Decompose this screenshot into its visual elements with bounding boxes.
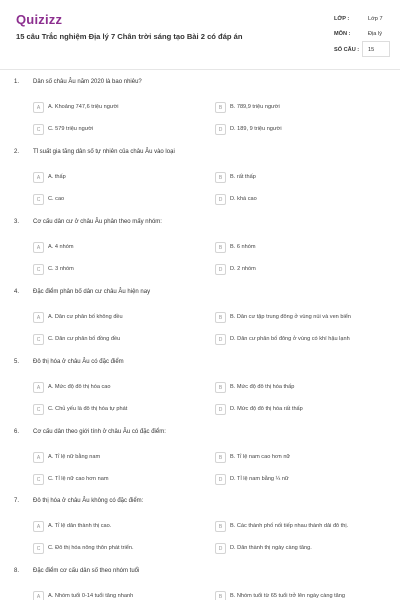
question-text: Đô thị hóa ở châu Âu có đặc điểm: [33, 359, 124, 365]
option-text: B. Nhóm tuổi từ 65 tuổi trở lên ngày càng tăng: [230, 593, 346, 599]
option-text: D. Tỉ lệ nam bằng ¼ nữ: [230, 476, 289, 482]
option-text: A. Nhóm tuổi 0-14 tuổi tăng nhanh: [48, 593, 134, 599]
option-letter-box: B: [215, 382, 226, 393]
answer-option[interactable]: [215, 382, 385, 394]
question-text: Đặc điểm cơ cấu dân số theo nhóm tuổi: [33, 568, 140, 574]
answer-option[interactable]: [215, 543, 385, 555]
meta-class: [334, 12, 390, 26]
meta-count-label: SỐ CÂU :: [334, 47, 360, 53]
question-text: Tỉ suất gia tăng dân số tự nhiên của châu Âu vào loại: [33, 149, 175, 155]
answer-option[interactable]: [215, 194, 385, 206]
option-text: D. 189, 9 triệu người: [230, 126, 282, 132]
question-text: Dân số châu Âu năm 2020 là bao nhiêu?: [33, 79, 142, 85]
option-text: B. rất thấp: [230, 174, 256, 180]
option-text: C. 3 nhóm: [48, 266, 74, 272]
meta-count-value: 15: [368, 47, 375, 53]
answer-option[interactable]: [33, 404, 203, 416]
option-letter-box: B: [215, 242, 226, 253]
answer-option[interactable]: [33, 382, 203, 394]
answer-option[interactable]: [215, 264, 385, 276]
option-letter-box: C: [33, 264, 44, 275]
question-number: 5.: [14, 359, 20, 365]
answer-option[interactable]: [33, 543, 203, 555]
option-letter-box: A: [33, 591, 44, 600]
option-text: D. Mức độ đô thị hóa rất thấp: [230, 406, 303, 412]
option-letter-box: B: [215, 521, 226, 532]
answer-option[interactable]: [33, 452, 203, 464]
question-text: Đô thị hóa ở châu Âu không có đặc điểm:: [33, 498, 144, 504]
question-number: 6.: [14, 429, 20, 435]
option-text: C. Tỉ lệ nữ cao hơn nam: [48, 476, 109, 482]
option-letter-box: D: [215, 334, 226, 345]
answer-option[interactable]: [33, 591, 203, 600]
question-block: [0, 149, 400, 219]
option-text: B. Mức độ đô thị hóa thấp: [230, 384, 295, 390]
option-letter-box: A: [33, 242, 44, 253]
answer-option[interactable]: [33, 474, 203, 486]
answer-option[interactable]: [33, 242, 203, 254]
answer-option[interactable]: [215, 102, 385, 114]
meta-subject-label: MÔN :: [334, 31, 351, 37]
option-text: D. Dân thành thị ngày càng tăng.: [230, 545, 312, 551]
question-text: Cơ cấu dân theo giới tính ở châu Âu có đặc điểm:: [33, 429, 166, 435]
option-letter-box: D: [215, 194, 226, 205]
question-block: [0, 568, 400, 600]
option-letter-box: D: [215, 124, 226, 135]
question-block: [0, 359, 400, 429]
option-text: C. 579 triệu người: [48, 126, 94, 132]
option-letter-box: C: [33, 474, 44, 485]
meta-subject: [334, 27, 390, 41]
quizizz-logo: Quizizz: [16, 12, 63, 27]
option-letter-box: A: [33, 452, 44, 463]
answer-option[interactable]: [215, 404, 385, 416]
question-block: [0, 219, 400, 289]
question-number: 8.: [14, 568, 20, 574]
answer-option[interactable]: [215, 521, 385, 533]
option-text: B. 789,9 triệu người: [230, 104, 280, 110]
option-text: A. Khoảng 747,6 triệu người: [48, 104, 119, 110]
question-block: [0, 498, 400, 568]
option-letter-box: B: [215, 102, 226, 113]
option-text: B. 6 nhóm: [230, 244, 256, 250]
option-letter-box: D: [215, 543, 226, 554]
option-letter-box: C: [33, 194, 44, 205]
option-letter-box: D: [215, 474, 226, 485]
answer-option[interactable]: [215, 312, 385, 324]
question-number: 2.: [14, 149, 20, 155]
worksheet-title: 15 câu Trắc nghiệm Địa lý 7 Chân trời sáng tạo Bài 2 có đáp án: [16, 32, 243, 41]
meta-subject-value: Địa lý: [368, 31, 382, 37]
question-number: 3.: [14, 219, 20, 225]
question-number: 4.: [14, 289, 20, 295]
option-text: C. cao: [48, 196, 65, 202]
answer-option[interactable]: [215, 172, 385, 184]
option-text: C. Đô thị hóa nông thôn phát triển.: [48, 545, 134, 551]
question-number: 7.: [14, 498, 20, 504]
worksheet-header: [0, 0, 400, 68]
question-text: Đặc điểm phân bố dân cư châu Âu hiện nay: [33, 289, 151, 295]
answer-option[interactable]: [215, 474, 385, 486]
question-block: [0, 289, 400, 359]
option-text: A. 4 nhóm: [48, 244, 74, 250]
option-letter-box: A: [33, 382, 44, 393]
option-text: A. Tỉ lệ nữ bằng nam: [48, 454, 101, 460]
option-text: A. thấp: [48, 174, 66, 180]
answer-option[interactable]: [33, 264, 203, 276]
option-text: D. Dân cư phân bố đông ở vùng có khí hậu lạnh: [230, 336, 350, 342]
answer-option[interactable]: [33, 312, 203, 324]
option-letter-box: A: [33, 521, 44, 532]
option-letter-box: A: [33, 172, 44, 183]
option-letter-box: C: [33, 334, 44, 345]
option-letter-box: A: [33, 102, 44, 113]
answer-option[interactable]: [33, 334, 203, 346]
option-text: D. 2 nhóm: [230, 266, 256, 272]
answer-option[interactable]: [33, 124, 203, 136]
option-letter-box: B: [215, 172, 226, 183]
option-text: C. Chủ yếu là đô thị hóa tự phát: [48, 406, 128, 412]
answer-option[interactable]: [33, 194, 203, 206]
option-letter-box: C: [33, 543, 44, 554]
option-letter-box: B: [215, 591, 226, 600]
option-letter-box: C: [33, 404, 44, 415]
option-letter-box: D: [215, 264, 226, 275]
answer-option[interactable]: [215, 242, 385, 254]
header-divider: [0, 69, 400, 70]
option-text: A. Mức độ đô thị hóa cao: [48, 384, 111, 390]
option-letter-box: A: [33, 312, 44, 323]
option-letter-box: B: [215, 312, 226, 323]
answer-option[interactable]: [33, 172, 203, 184]
option-letter-box: D: [215, 404, 226, 415]
meta-class-value: Lớp 7: [368, 16, 383, 22]
option-text: A. Dân cư phân bố không đều: [48, 314, 123, 320]
meta-count: [334, 43, 390, 57]
question-text: Cơ cấu dân cư ở châu Âu phân theo mấy nhóm:: [33, 219, 162, 225]
option-text: B. Dân cư tập trung đông ở vùng núi và ven biển: [230, 314, 351, 320]
meta-class-label: LỚP :: [334, 16, 350, 22]
answer-option[interactable]: [215, 591, 385, 600]
option-text: B. Tỉ lệ nam cao hơn nữ: [230, 454, 291, 460]
option-text: D. khá cao: [230, 196, 257, 202]
question-block: [0, 79, 400, 149]
option-letter-box: B: [215, 452, 226, 463]
answer-option[interactable]: [33, 102, 203, 114]
option-text: B. Các thành phố nối tiếp nhau thành dải đô thị.: [230, 523, 349, 529]
answer-option[interactable]: [215, 334, 385, 346]
answer-option[interactable]: [215, 452, 385, 464]
option-text: C. Dân cư phân bố đồng đều: [48, 336, 121, 342]
option-text: A. Tỉ lệ dân thành thị cao.: [48, 523, 112, 529]
question-block: [0, 429, 400, 499]
option-letter-box: C: [33, 124, 44, 135]
question-number: 1.: [14, 79, 20, 85]
answer-option[interactable]: [215, 124, 385, 136]
answer-option[interactable]: [33, 521, 203, 533]
